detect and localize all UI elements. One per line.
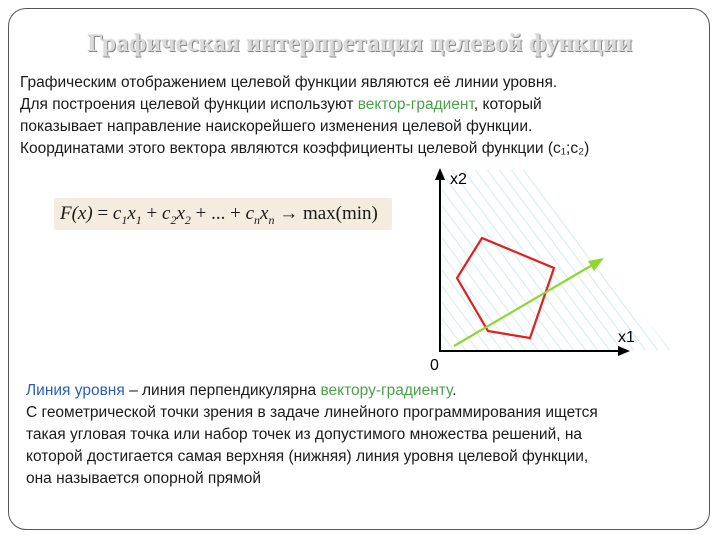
formula-x2: x — [176, 203, 185, 224]
formula-c2: c — [162, 203, 171, 224]
hatch-line — [504, 160, 664, 375]
gradient-vector-term-2: вектору-градиенту — [320, 382, 453, 399]
hatch-line — [528, 160, 670, 375]
formula-cn-sub: n — [254, 212, 261, 227]
intro-line-3: показывает направление наискорейшего изменения целевой функции. — [20, 118, 533, 135]
hatch-line — [600, 160, 670, 375]
hatch-line — [648, 160, 670, 375]
intro-line-2-start: Для построения целевой функции используют — [20, 96, 358, 113]
formula-arrow: → — [274, 203, 303, 224]
formula-c1-sub: 1 — [121, 212, 128, 227]
hatch-line — [660, 160, 670, 375]
formula-rhs: max(min) — [302, 203, 378, 224]
level-line-definition — [26, 380, 706, 490]
formula-lhs: F(x) — [60, 203, 93, 224]
definition-line-1-middle: – линия перпендикулярна — [124, 382, 321, 399]
intro-line-1: Графическим отображением целевой функции являются её линии уровня. — [20, 74, 558, 91]
hatch-line — [420, 160, 436, 375]
definition-line-4: которой достигается самая верхняя (нижняя) линия уровня целевой функции, — [26, 448, 589, 465]
formula-ellipsis: + ... + — [190, 203, 246, 224]
formula-c1: c — [112, 203, 122, 224]
hatch-line — [420, 160, 580, 375]
formula-x2-sub: 2 — [184, 212, 191, 227]
definition-line-2: С геометрической точки зрения в задаче линейного программирования ищется — [26, 404, 598, 421]
definition-line-5: она называется опорной прямой — [26, 470, 262, 487]
definition-line-1 — [26, 380, 706, 402]
x-axis-arrow — [618, 346, 630, 356]
intro-text — [20, 72, 700, 160]
slide-title: Графическая интерпретация целевой функции — [87, 30, 633, 57]
hatch-line — [420, 160, 544, 375]
hatch-line — [468, 160, 628, 375]
x-axis-label: x1 — [618, 329, 635, 346]
gradient-vector-term: вектор-градиент — [357, 96, 474, 113]
hatch-line — [636, 160, 670, 375]
formula-xn-sub: n — [268, 212, 275, 227]
formula-cn: c — [245, 203, 255, 224]
definition-line-1-end: . — [452, 382, 457, 399]
y-axis-label: x2 — [450, 171, 467, 188]
intro-line-4: Координатами этого вектора являются коэффициенты целевой функции (c₁;c₂) — [20, 140, 590, 157]
hatch-line — [420, 160, 568, 375]
hatch-line — [480, 160, 640, 375]
origin-label: 0 — [430, 357, 439, 374]
hatch-line — [444, 160, 604, 375]
intro-line-2 — [20, 94, 700, 116]
formula-c2-sub: 2 — [170, 212, 177, 227]
formula-equals: = — [92, 203, 113, 224]
hatch-line — [420, 160, 520, 375]
formula-x1: x — [127, 203, 136, 224]
y-axis-arrow — [435, 168, 445, 180]
formula-xn: x — [260, 203, 269, 224]
level-lines-plot — [420, 160, 670, 375]
hatch-line — [420, 160, 424, 375]
hatch-line — [432, 160, 592, 375]
formula-x1-sub: 1 — [135, 212, 142, 227]
definition-line-3: такая угловая точка или набор точек из допустимого множества решений, на — [26, 426, 583, 443]
formula-plus: + — [141, 203, 163, 224]
level-line-term: Линия уровня — [26, 382, 125, 399]
objective-function-formula — [60, 203, 378, 228]
intro-line-2-end: , который — [473, 96, 542, 113]
